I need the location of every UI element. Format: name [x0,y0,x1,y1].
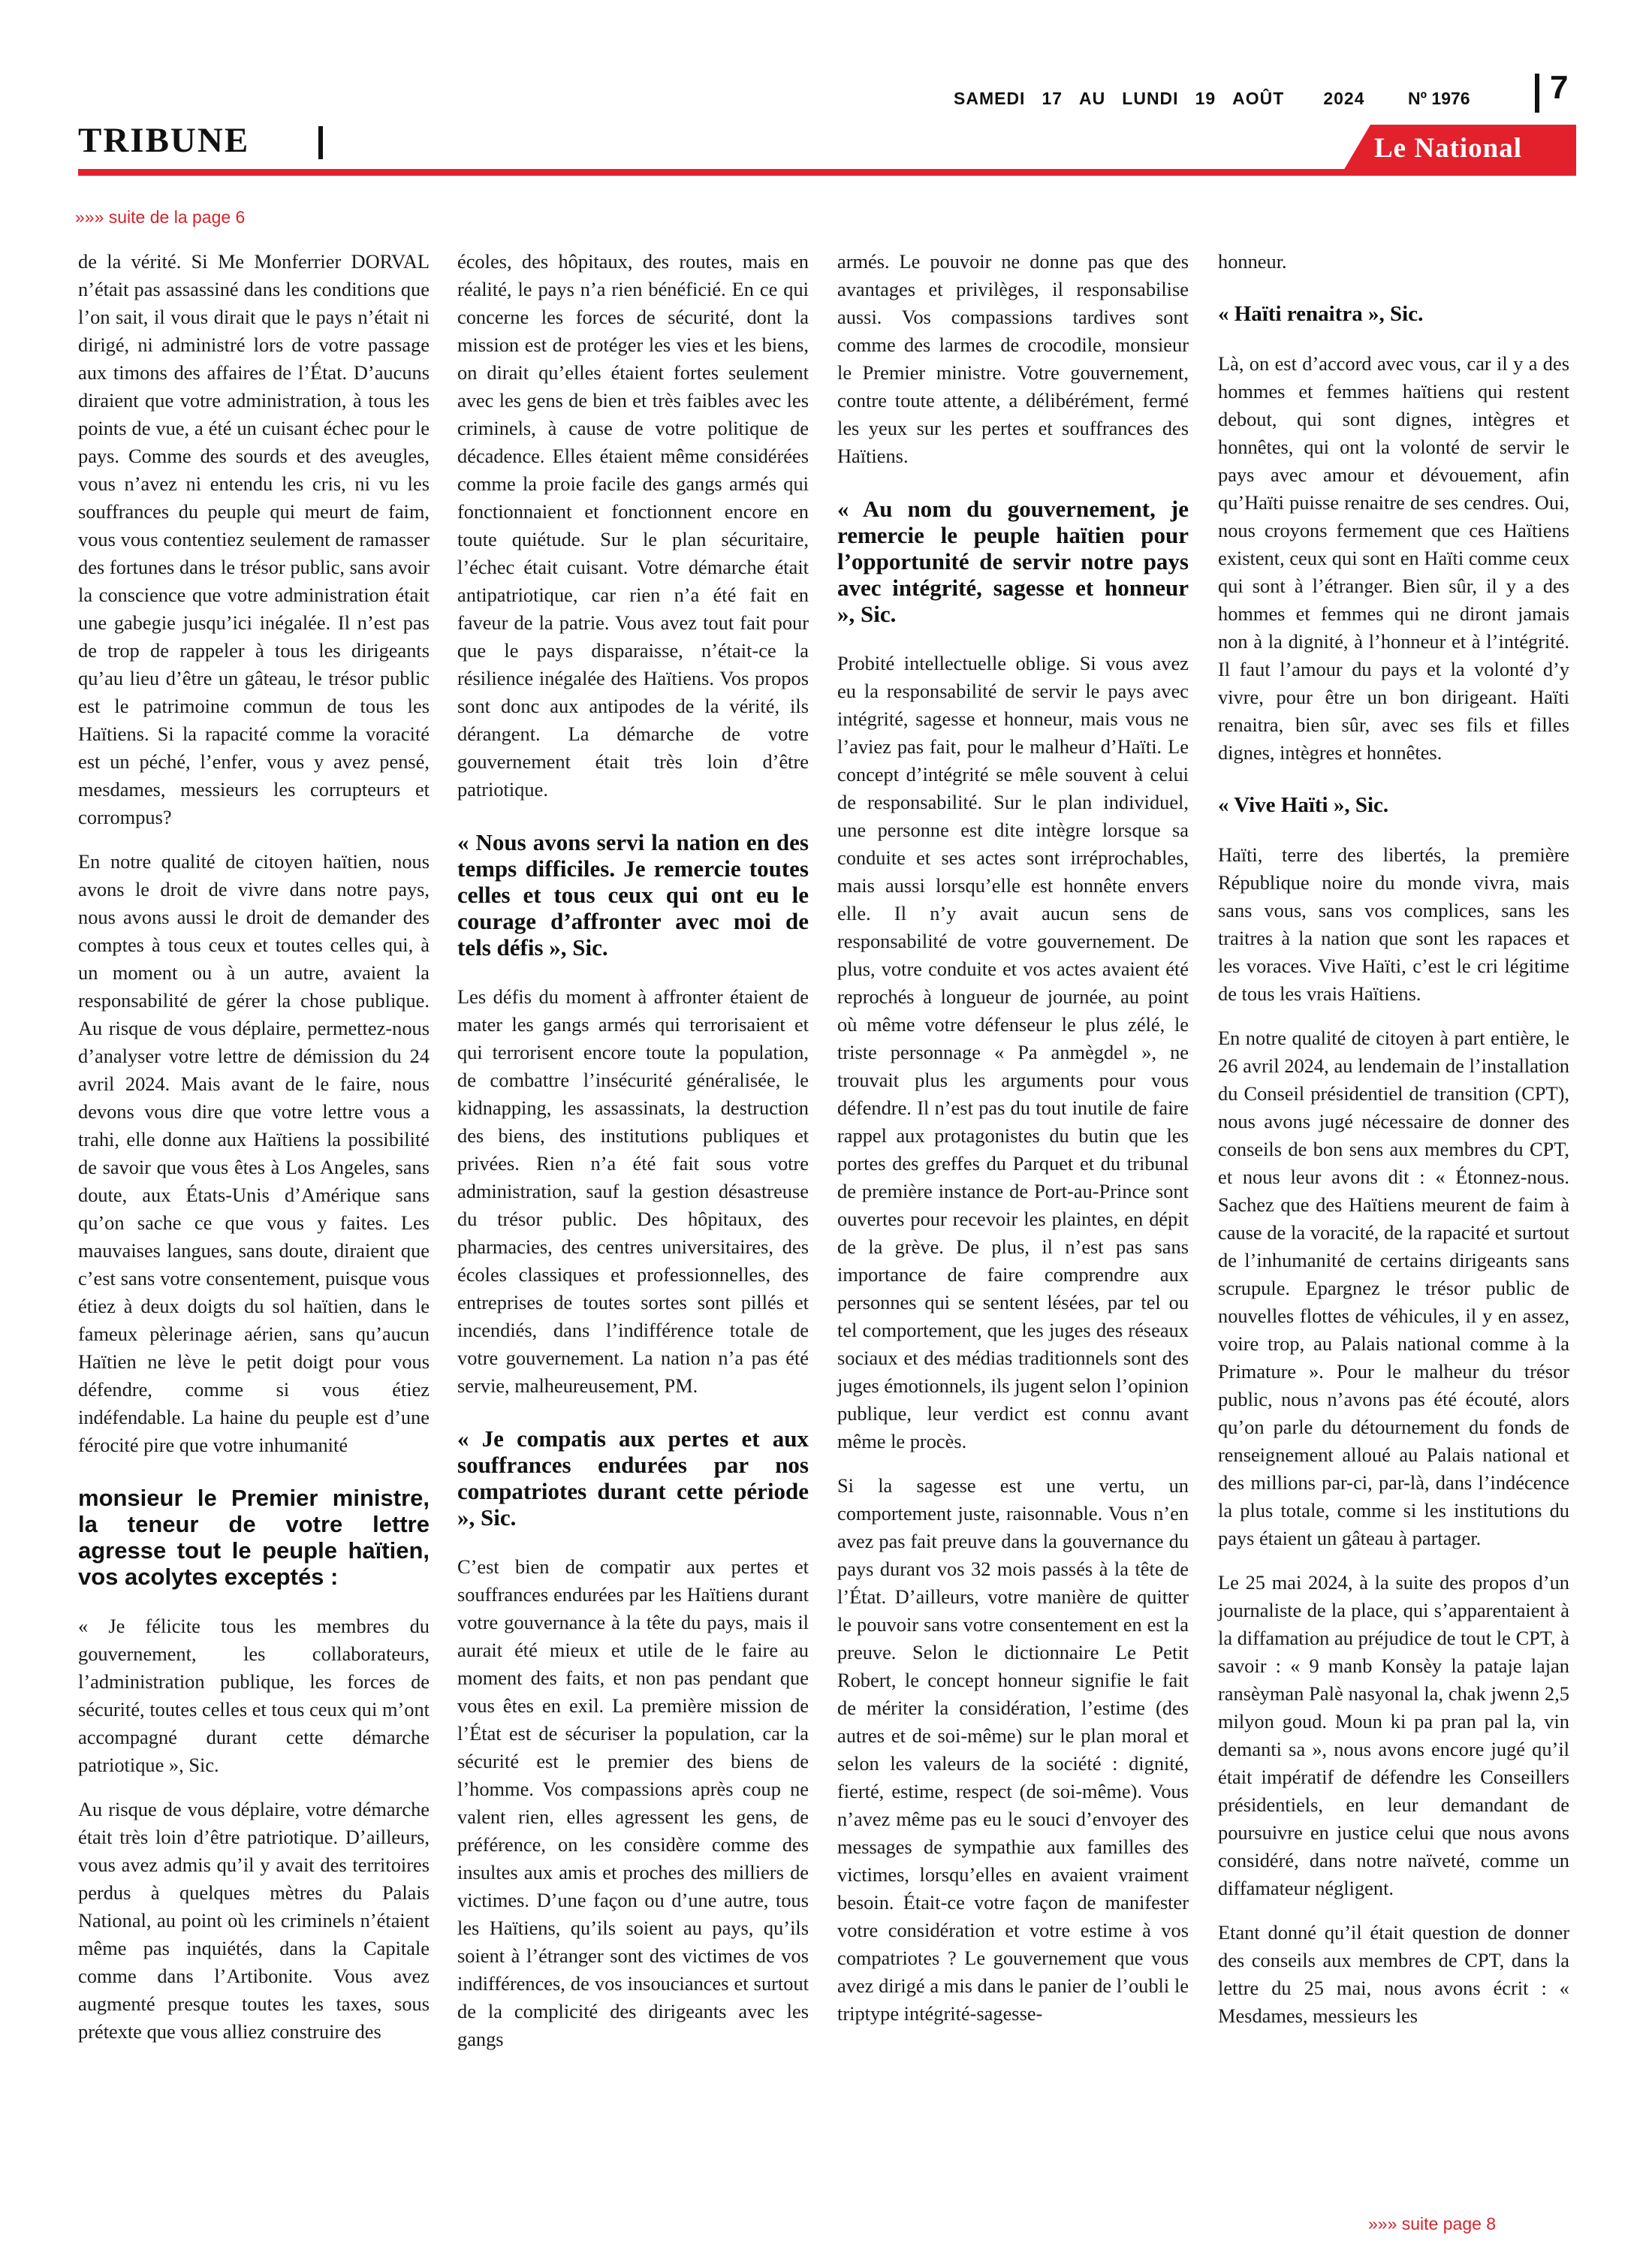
date-year: 2024 [1323,89,1365,108]
date-num-start: 17 [1042,89,1063,108]
date-day-start: SAMEDI [954,89,1026,108]
paragraph: « Je félicite tous les membres du gouvernement, les collaborateurs, l’administration publique, les forces de sécurité, toutes celles et tous ceux qui m’ont accompagné durant cette démarche patriotique », Sic. [78,1615,430,1776]
paragraph: C’est bien de compatir aux pertes et souffrances endurées par les Haïtiens durant votre gouvernance à la tête du pays, mais il aurait été mieux et utile de le faire au moment des faits, et non pas pendant que vous êtes en exil. La première mission de l’État est de sécuriser la population, car la sécurité est le premier des biens de l’homme. Vos compassions après coup ne valent rien, elles agressent les gens, de préférence, on les considère comme des insultes aux amis et proches des milliers de victimes. D’une façon ou d’une autre, tous les Haïtiens, qu’ils soient au pays, qu’ils soient à l’étranger sont des victimes de vos indifférences, de vos insouciances et surtout de la complicité des dirigeants avec les gangs [457,1555,809,2050]
subheading: « Je compatis aux pertes et aux souffrances endurées par nos compatriotes durant cette période », Sic. [457,1425,809,1531]
paragraph: Si la sagesse est une vertu, un comportement juste, raisonnable. Vous n’en avez pas fait preuve dans la gouvernance du pays durant vos 32 mois passés à la tête de l’État. D’ailleurs, votre manière de quitter le pouvoir sans votre consentement en est la preuve. Selon le dictionnaire Le Petit Robert, le concept honneur signifie le fait de mériter la considération, l’estime (des autres et de soi-même) sur le plan moral et selon les valeurs de la société : dignité, fierté, estime, respect (de soi-même). Vous n’avez même pas eu le souci d’envoyer des messages de sympathie aux familles des victimes, lorsqu’elles en avaient vraiment besoin. Était-ce votre façon de manifester votre considération et votre estime à vos compatriotes ? Le gouvernement que vous avez dirigé a mis dans le panier de l’oubli le triptype intégrité-sagesse- [837,1474,1189,2025]
article-column-2 [457,248,809,2070]
date-num-end: 19 [1195,89,1216,108]
masthead-logo: Le National [1374,133,1523,164]
paragraph: de la vérité. Si Me Monferrier DORVAL n’était pas assassiné dans les conditions que l’on sait, il vous dirait que le pays n’était ni dirigé, ni administré lors de votre passage aux timons des affaires de l’État. D’aucuns diraient que votre administration, à tous les points de vue, a été un cuisant échec pour le pays. Comme des sourds et des aveugles, vous n’avez ni entendu les cris, ni vu les souffrances du peuple qui meurt de faim, vous vous contentiez seulement de ramasser des fortunes dans le trésor public, sans avoir la conscience que votre administration était une gabegie jusqu’ici inégalée. Il n’est pas de trop de rappeler à tous les dirigeants qu’au lieu d’être un gâteau, le trésor public est le patrimoine commun de tous les Haïtiens. Si la rapacité comme la voracité est un péché, l’enfer, vous y avez pensé, mesdames, messieurs les corrupteurs et corrompus? [78,250,430,828]
paragraph: En notre qualité de citoyen haïtien, nous avons le droit de vivre dans notre pays, nous avons aussi le droit de demander des comptes à tous ceux et toutes celles qui, à un moment ou à un autre, avaient la responsabilité de gérer la chose publique. Au risque de vous déplaire, permettez-nous d’analyser votre lettre de démission du 24 avril 2024. Mais avant de le faire, nous devons vous dire que votre lettre vous a trahi, elle donne aux Haïtiens la possibilité de savoir que vous êtes à Los Angeles, sans doute, aux États-Unis d’Amérique sans qu’on sache ce que vous y faites. Les mauvaises langues, sans doute, diraient que c’est sans votre consentement, puisque vous étiez à deux doigts du sol haïtien, dans le fameux pèlerinage aérien, sans qu’aucun Haïtien ne lève le petit doigt pour vous défendre, comme si vous étiez indéfendable. La haine du peuple est d’une férocité pire que votre inhumanité [78,850,430,1456]
article-column-1 [78,248,430,2062]
date-month: AOÛT [1232,89,1285,108]
subheading: « Nous avons servi la nation en des temps difficiles. Je remercie toutes celles et tous ceux qui ont eu le courage d’affronter avec moi de tels défis », Sic. [457,829,809,961]
date-day-end: LUNDI [1122,89,1179,108]
continued-to-link[interactable]: »»» suite page 8 [1368,2214,1497,2233]
paragraph: Les défis du moment à affronter étaient de mater les gangs armés qui terrorisaient et qui terrorisent encore toute la population, de combattre l’insécurité généralisée, le kidnapping, les assassinats, la destruction des biens, des institutions publiques et privées. Rien n’a été fait sous votre administration, sauf la gestion désastreuse du trésor public. Des hôpitaux, des pharmacies, des centres universitaires, des écoles classiques et professionnelles, des entreprises de toutes sortes sont pillés et incendiés, dans l’indifférence totale de votre gouvernement. La nation n’a pas été servie, malheureusement, PM. [457,985,809,1397]
page-number: 7 [1550,69,1569,106]
section-title: TRIBUNE [78,121,250,160]
paragraph: honneur. [1218,250,1287,273]
article-column-4 [1218,248,1569,2046]
subheading: monsieur le Premier ministre, la teneur de votre lettre agresse tout le peuple haïtien, vos acolytes exceptés : [78,1485,430,1590]
page-header [0,0,1652,173]
subheading: « Haïti renaitra », Sic. [1218,302,1424,326]
dateline [954,89,1382,109]
issue-number: Nº 1976 [1408,89,1470,108]
paragraph: Etant donné qu’il était question de donner des conseils aux membres de CPT, dans la lettre du 25 mai, nous avons écrit : « Mesdames, messieurs les [1218,1921,1569,2027]
subheading: « Au nom du gouvernement, je remercie le peuple haïtien pour l’opportunité de servir notre pays avec intégrité, sagesse et honneur », Sic. [837,496,1189,627]
paragraph: Le 25 mai 2024, à la suite des propos d’un journaliste de la place, qui s’apparentaient à la diffamation au préjudice de tout le CPT, à savoir : « 9 manb Konsèy la pataje lajan ransèyman Palè nasyonal la, chak jwenn 2,5 milyon goud. Moun ki pa pran pal la, vin demanti sa », nous avons encore jugé qu’il était impératif de défendre les Conseillers présidentiels, en leur demandant de poursuivre en justice celui que nous avons considéré, dans notre naïveté, comme un diffamateur négligent. [1218,1571,1569,1899]
section-divider [318,126,323,159]
page-number-divider [1535,74,1539,113]
paragraph: Haïti, terre des libertés, la première République noire du monde vivra, mais sans vous, sans vos complices, sans les traitres à la nation que sont les rapaces et les voraces. Vive Haïti, c’est le cri légitime de tous les vrais Haïtiens. [1218,843,1569,1005]
paragraph: Au risque de vous déplaire, votre démarche était très loin d’être patriotique. D’ailleurs, vous avez admis qu’il y avait des territoires perdus à quelques mètres du Palais National, au point où les criminels n’étaient même pas inquiétés, dans la Capitale comme dans l’Artibonite. Vous avez augmenté presque toutes les taxes, sous prétexte que vous alliez construire des [78,1798,430,2043]
article-column-3 [837,248,1189,2044]
date-au: AU [1079,89,1106,108]
subheading: « Vive Haïti », Sic. [1218,793,1389,817]
continued-from-link[interactable]: »»» suite de la page 6 [75,207,246,227]
paragraph: écoles, des hôpitaux, des routes, mais en réalité, le pays n’a rien bénéficié. En ce qui concerne les forces de sécurité, dont la mission est de protéger les vies et les biens, on dirait qu’elles étaient fortes seulement avec les gens de bien et très faibles avec les criminels, à cause de votre politique de décadence. Elles étaient même considérées comme la proie facile des gangs armés qui fonctionnaient et fonctionnent encore en toute quiétude. Sur le plan sécuritaire, l’échec était cuisant. Votre démarche était antipatriotique, car rien n’a été fait en faveur de la patrie. Vous avez tout fait pour que le pays disparaisse, n’était-ce la résilience inégalée des Haïtiens. Vos propos sont donc aux antipodes de la vérité, ils dérangent. La démarche de votre gouvernement était très loin d’être patriotique. [457,250,809,801]
paragraph: Probité intellectuelle oblige. Si vous avez eu la responsabilité de servir le pays avec intégrité, sagesse et honneur, mais vous ne l’aviez pas fait, pour le malheur d’Haïti. Le concept d’intégrité se mêle souvent à celui de responsabilité. Sur le plan individuel, une personne est dite intègre lorsque sa conduite et ses actes sont irréprochables, mais aussi lorsqu’elle est honnête envers elle. Il n’y avait aucun sens de responsabilité de votre gouvernement. De plus, votre conduite et vos actes avaient été reprochés à longueur de journée, au point où même votre défenseur le plus zélé, le triste personnage « Pa anmègdel », ne trouvait plus les arguments pour vous défendre. Il n’est pas du tout inutile de faire rappel aux protagonistes du butin que les portes des greffes du Parquet et du tribunal de première instance de Port-au-Prince sont ouvertes pour recevoir les plaintes, en dépit de la grève. De plus, il n’est pas sans importance de faire comprendre aux personnes qui se sentent lésées, par tel ou tel comportement, que les juges des réseaux sociaux et des médias traditionnels sont des juges émotionnels, ils jugent selon l’opinion publique, leur verdict est connu avant même le procès. [837,652,1189,1452]
paragraph: armés. Le pouvoir ne donne pas que des avantages et privilèges, il responsabilise aussi. Vos compassions tardives sont comme des larmes de crocodile, monsieur le Premier ministre. Votre gouvernement, contre toute attente, a délibérément, fermé les yeux sur les pertes et souffrances des Haïtiens. [837,250,1189,467]
paragraph: En notre qualité de citoyen à part entière, le 26 avril 2024, au lendemain de l’installation du Conseil présidentiel de transition (CPT), nous avons jugé nécessaire de donner des conseils de bon sens aux membres du CPT, et nous leur avons dit : « Étonnez-nous. Sachez que des Haïtiens meurent de faim à cause de la voracité, de la rapacité et surtout de l’inhumanité de certains dirigeants sans scrupule. Epargnez le trésor public de nouvelles flottes de véhicules, il y en assez, voire trop, au Palais national comme à la Primature ». Pour le malheur du trésor public, nous n’avons pas été écouté, alors qu’on parle du détournement du fonds de renseignement alloué au Palais national et des millions par-ci, par-là, dans l’indécence la plus totale, comme si les institutions du pays étaient un gâteau à partager. [1218,1027,1569,1549]
paragraph: Là, on est d’accord avec vous, car il y a des hommes et femmes haïtiens qui restent debout, qui sont dignes, intègres et honnêtes, qui ont la volonté de servir le pays avec amour et dévouement, afin qu’Haïti puisse renaitre de ses cendres. Oui, nous croyons fermement que ces Haïtiens existent, ceux qui sont en Haïti comme ceux qui sont à l’étranger. Bien sûr, il y a des hommes et femmes qui ne diront jamais non à la dignité, à l’honneur et à l’intégrité. Il faut l’amour du pays et la volonté d’y vivre, pour être un bon dirigeant. Haïti renaitra, bien sûr, avec ses fils et filles dignes, intègres et honnêtes. [1218,352,1569,764]
